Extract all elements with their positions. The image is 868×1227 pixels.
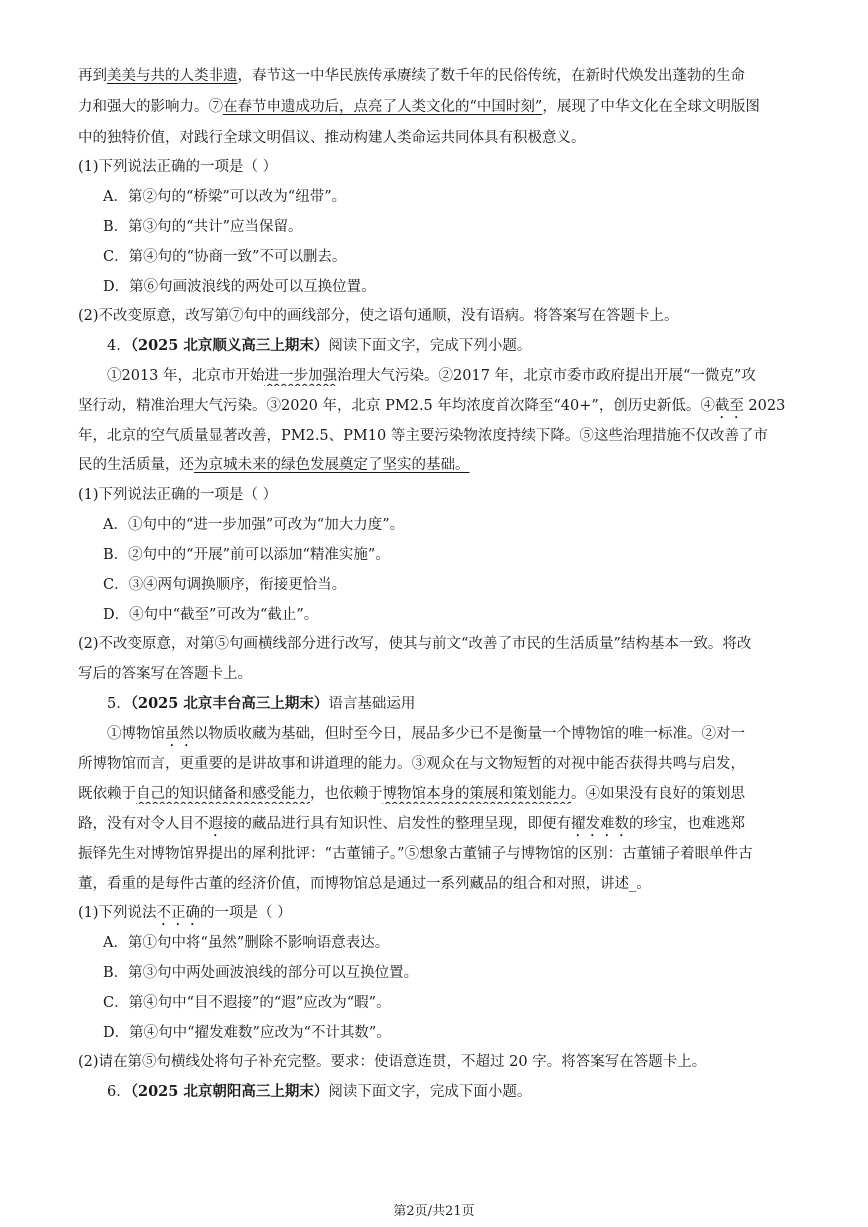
- text: 的珍宝，也难逃郑: [629, 816, 745, 832]
- text: (1)下列说法: [78, 905, 157, 921]
- question-header: [107, 336, 790, 356]
- passage-line: 中的独特价值，对践行全球文明倡议、推动构建人类命运共同体具有积极意义。: [78, 130, 586, 146]
- option-b: B．第③句中两处画波浪线的部分可以互换位置。: [103, 965, 419, 981]
- text: 阅读下面文字，完成下面小题。: [328, 1084, 532, 1100]
- text: ，展现了中华文化在全球文明版图: [542, 99, 760, 115]
- passage-line: [78, 396, 790, 422]
- text: ①2013 年，北京市开始: [107, 368, 265, 384]
- page-footer: 第2页/共21页: [393, 1204, 475, 1219]
- option-b: B．第③句的“共计”应当保留。: [103, 219, 303, 235]
- option-d: D．第⑥句画波浪线的两处可以互换位置。: [103, 279, 376, 295]
- text: 。④如果没有良好的策划思: [571, 786, 745, 802]
- text: ，也依赖于: [310, 786, 383, 802]
- text: 力和强大的影响力。⑦: [78, 99, 223, 115]
- dotted-text: 不正确: [156, 905, 201, 921]
- question-source: （2025 北京丰台高三上期末）: [130, 695, 329, 712]
- option-b: B．②句中的“开展”前可以添加“精准实施”。: [103, 547, 390, 563]
- underlined-text: 在春节申遗成功后，点亮了人类文化的“中国时刻”: [223, 99, 543, 115]
- text: 阅读下面文字，完成下列小题。: [328, 338, 532, 354]
- passage-line: [78, 814, 790, 840]
- text: 语言基础运用: [328, 696, 416, 712]
- dotted-text: 截至: [714, 398, 744, 414]
- question-2: (2)请在第⑤句横线处将句子补充完整。要求：使语意连贯，不超过 20 字。将答案写在答题卡上。: [78, 1054, 707, 1070]
- option-a: A．第①句中将“虽然”删除不影响语意表达。: [103, 935, 390, 951]
- text: ①博物馆: [107, 726, 165, 742]
- dotted-text: 遐: [208, 816, 223, 832]
- option-a: A．①句中的“进一步加强”可改为“加大力度”。: [103, 517, 405, 533]
- dotted-text: 虽然: [165, 726, 194, 742]
- question-2: (2)不改变原意，改写第⑦句中的画线部分，使之语句通顺，没有语病。将答案写在答题卡上。: [78, 308, 679, 324]
- question-1: (1)下列说法正确的一项是（ ）: [78, 159, 278, 175]
- dotted-text: 擢发难数: [571, 816, 629, 832]
- question-2-cont: 写后的答案写在答题卡上。: [78, 666, 252, 682]
- question-header: [107, 694, 790, 714]
- text: 2023: [743, 398, 786, 414]
- option-c: C．③④两句调换顺序，衔接更恰当。: [103, 577, 347, 593]
- option-c: C．第④句的“协商一致”不可以删去。: [103, 249, 347, 265]
- passage-line: 振铎先生对博物馆界提出的犀利批评：“古董铺子。”⑤想象古董铺子与博物馆的区别：古董铺子着眼单件古: [78, 846, 753, 862]
- underlined-text: 为京城未来的绿色发展奠定了坚实的基础。: [194, 457, 470, 473]
- wavy-text: 进一步加强: [264, 368, 338, 384]
- text: 再到: [78, 68, 107, 84]
- text: 民的生活质量，还: [78, 457, 194, 473]
- text: 治理大气污染。②2017 年，北京市委市政府提出开展“一微克”攻: [337, 368, 756, 384]
- question-1: [78, 903, 790, 929]
- option-d: D．第④句中“擢发难数”应改为“不计其数”。: [103, 1025, 391, 1041]
- passage-line: [78, 97, 790, 117]
- question-source: （2025 北京顺义高三上期末）: [130, 337, 329, 354]
- option-a: A．第②句的“桥梁”可以改为“纽带”。: [103, 189, 347, 205]
- text: 路，没有对令人目不: [78, 816, 209, 832]
- text: 接的藏品进行具有知识性、启发性的整理呈现，即便有: [223, 816, 571, 832]
- text: 既依赖于: [78, 786, 136, 802]
- wavy-text: 博物馆本身的策展和策划能力: [382, 786, 571, 802]
- passage-line: [78, 455, 790, 475]
- option-c: C．第④句中“目不遐接”的“遐”应改为“暇”。: [103, 995, 391, 1011]
- passage-line: [107, 724, 790, 750]
- text: ，春节这一中华民族传承赓续了数千年的民俗传统，在新时代焕发出蓬勃的生命: [237, 68, 745, 84]
- question-number: 5．: [107, 696, 131, 712]
- passage-line: [78, 66, 790, 86]
- text: 坚行动，精准治理大气污染。③2020 年，北京 PM2.5 年均浓度首次降至“40+”，创历史新低。④: [78, 398, 715, 414]
- passage-line: [78, 784, 790, 804]
- question-number: 6．: [107, 1084, 131, 1100]
- option-d: D．④句中“截至”可改为“截止”。: [103, 607, 319, 623]
- text: 以物质收藏为基础，但时至今日，展品多少已不是衡量一个博物馆的唯一标准。②对一: [194, 726, 745, 742]
- question-1: (1)下列说法正确的一项是（ ）: [78, 487, 278, 503]
- passage-line: 董，看重的是每件古董的经济价值，而博物馆总是通过一系列藏品的组合和对照，讲述_。: [78, 876, 651, 892]
- text: 的一项是（ ）: [200, 905, 292, 921]
- passage-line: [107, 366, 790, 386]
- underlined-text: 美美与共的人类非遗: [107, 68, 238, 84]
- passage-line: 所博物馆而言，更重要的是讲故事和讲道理的能力。③观众在与文物短暂的对视中能否获得共鸣与启发，: [78, 756, 745, 772]
- question-number: 4．: [107, 338, 131, 354]
- question-source: （2025 北京朝阳高三上期末）: [130, 1083, 329, 1100]
- passage-line: 年，北京的空气质量显著改善，PM2.5、PM10 等主要污染物浓度持续下降。⑤这些治理措施不仅改善了市: [78, 428, 768, 444]
- question-2: (2)不改变原意，对第⑤句画横线部分进行改写，使其与前文“改善了市民的生活质量”结构基本一致。将改: [78, 636, 752, 652]
- question-header: [107, 1082, 790, 1102]
- wavy-text: 自己的知识储备和感受能力: [136, 786, 310, 802]
